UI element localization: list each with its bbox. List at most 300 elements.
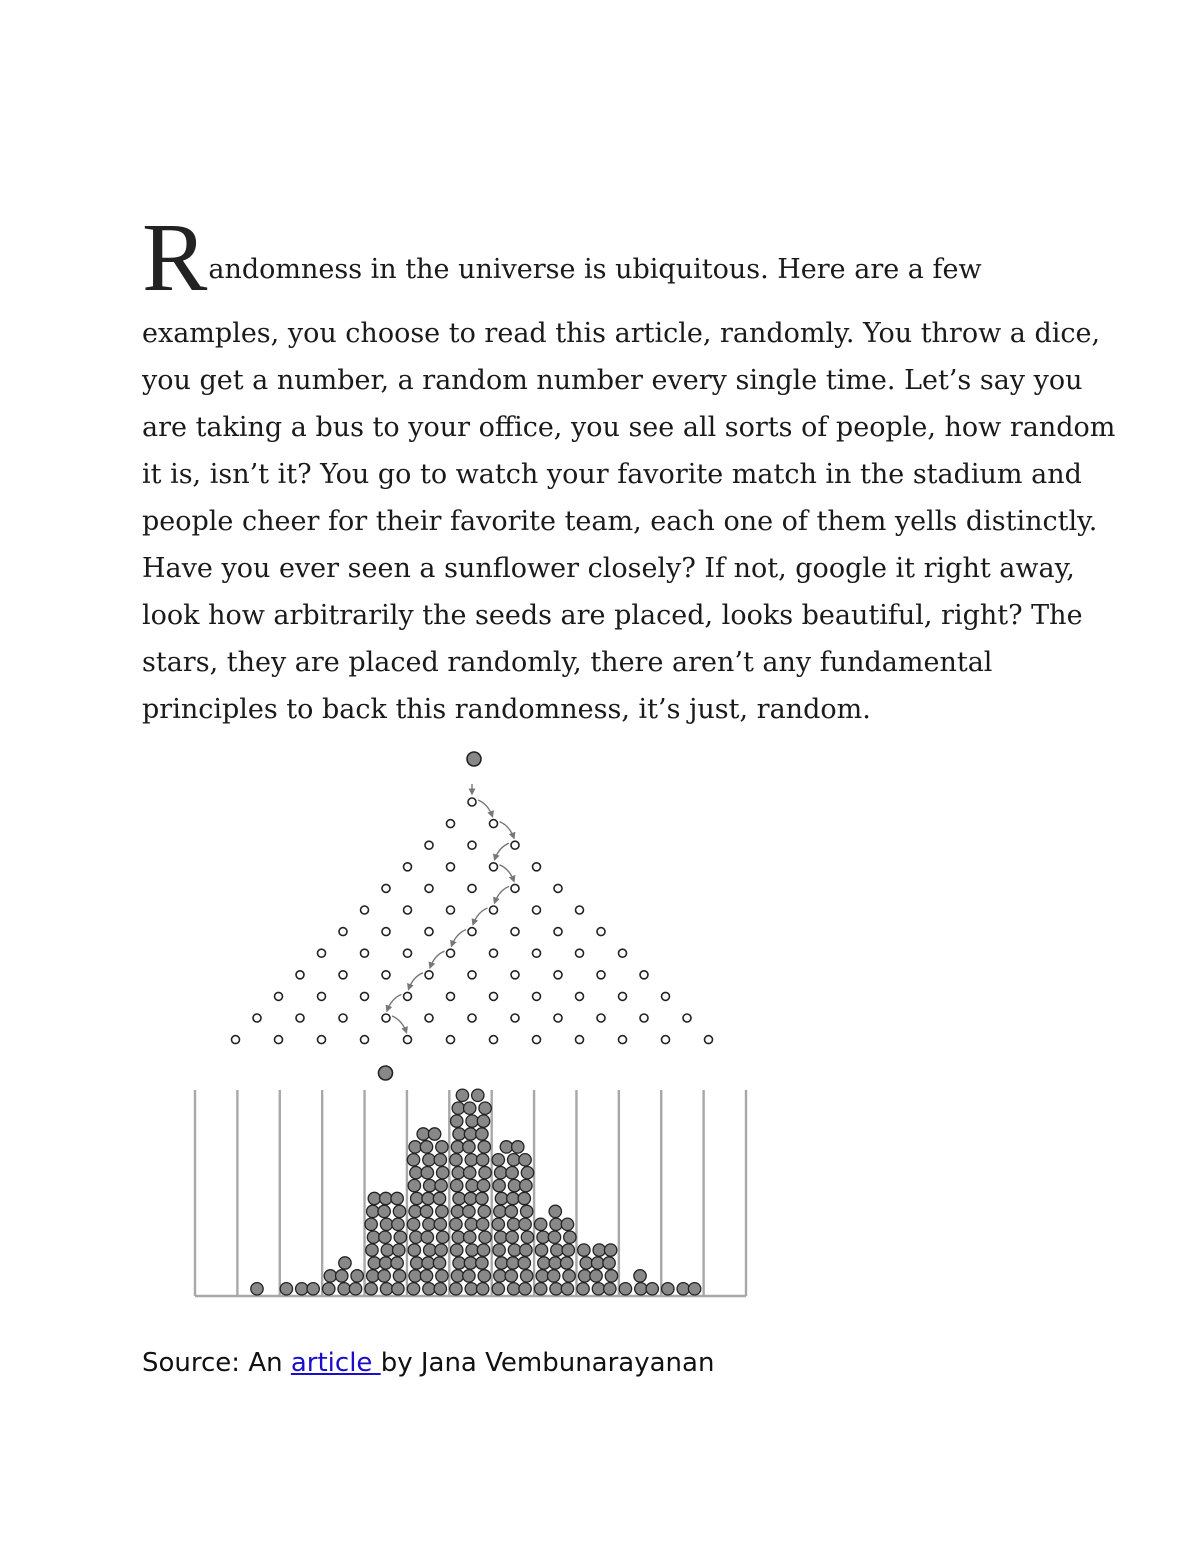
peg <box>533 906 541 914</box>
stacked-ball <box>463 1270 475 1282</box>
article-paragraph <box>142 202 1116 733</box>
stacked-ball <box>423 1283 435 1295</box>
stacked-ball <box>479 1102 491 1114</box>
peg <box>296 1014 304 1022</box>
stacked-ball <box>534 1218 546 1230</box>
stacked-ball <box>336 1270 348 1282</box>
stacked-ball <box>593 1244 605 1256</box>
stacked-ball <box>603 1257 615 1269</box>
stacked-ball <box>518 1192 530 1204</box>
peg <box>339 928 347 936</box>
stacked-ball <box>476 1128 488 1140</box>
stacked-ball <box>450 1218 462 1230</box>
stacked-ball <box>393 1270 405 1282</box>
stacked-ball <box>451 1141 463 1153</box>
stacked-ball <box>479 1167 491 1179</box>
stacked-ball <box>464 1102 476 1114</box>
stacked-ball <box>605 1270 617 1282</box>
stacked-ball <box>451 1205 463 1217</box>
peg <box>404 992 412 1000</box>
peg <box>468 971 476 979</box>
stacked-ball <box>520 1244 532 1256</box>
galton-board-illustration <box>190 745 760 1305</box>
stacked-ball <box>547 1270 559 1282</box>
stacked-ball <box>494 1205 506 1217</box>
stacked-ball <box>494 1167 506 1179</box>
peg <box>490 949 498 957</box>
stacked-ball <box>410 1231 422 1243</box>
stacked-ball <box>380 1192 392 1204</box>
stacked-ball <box>338 1283 350 1295</box>
peg <box>490 863 498 871</box>
stacked-ball <box>466 1179 478 1191</box>
path-arrow <box>409 973 424 990</box>
stacked-ball <box>538 1257 550 1269</box>
stacked-ball <box>407 1218 419 1230</box>
stacked-ball <box>421 1167 433 1179</box>
peg <box>339 1014 347 1022</box>
stacked-ball <box>493 1244 505 1256</box>
peg <box>447 1036 455 1044</box>
peg <box>619 949 627 957</box>
galton-board-figure <box>190 745 760 1305</box>
stacked-ball <box>477 1115 489 1127</box>
peg <box>597 1014 605 1022</box>
peg <box>554 884 562 892</box>
stacked-ball <box>381 1244 393 1256</box>
stacked-ball <box>422 1257 434 1269</box>
stacked-ball <box>391 1192 403 1204</box>
stacked-ball <box>506 1167 518 1179</box>
stacked-ball <box>351 1270 363 1282</box>
peg <box>447 992 455 1000</box>
stacked-ball <box>477 1179 489 1191</box>
peg <box>404 949 412 957</box>
peg <box>554 928 562 936</box>
stacked-ball <box>493 1179 505 1191</box>
stacked-ball <box>411 1257 423 1269</box>
source-suffix: by Jana Vembunarayanan <box>380 1348 715 1378</box>
stacked-ball <box>411 1192 423 1204</box>
peg <box>275 1036 283 1044</box>
peg <box>425 1014 433 1022</box>
stacked-ball <box>452 1231 464 1243</box>
stacked-ball <box>560 1257 572 1269</box>
stacked-ball <box>550 1283 562 1295</box>
stacked-ball <box>521 1167 533 1179</box>
ball-stacks <box>251 752 701 1295</box>
stacked-ball <box>392 1283 404 1295</box>
stacked-ball <box>578 1270 590 1282</box>
stacked-ball <box>452 1102 464 1114</box>
stacked-ball <box>549 1205 561 1217</box>
stacked-ball <box>563 1270 575 1282</box>
article-link[interactable]: article <box>290 1348 381 1378</box>
stacked-ball <box>437 1167 449 1179</box>
stacked-ball <box>422 1192 434 1204</box>
stacked-ball <box>436 1270 448 1282</box>
stacked-ball <box>677 1283 689 1295</box>
stacked-ball <box>368 1257 380 1269</box>
peg <box>490 820 498 828</box>
stacked-ball <box>507 1283 519 1295</box>
stacked-ball <box>420 1270 432 1282</box>
stacked-ball <box>519 1218 531 1230</box>
stacked-ball <box>465 1154 477 1166</box>
peg <box>404 906 412 914</box>
stacked-ball <box>323 1283 335 1295</box>
stacked-ball <box>434 1283 446 1295</box>
stacked-ball <box>367 1231 379 1243</box>
stacked-ball <box>435 1179 447 1191</box>
stacked-ball <box>520 1179 532 1191</box>
stacked-ball <box>536 1270 548 1282</box>
stacked-ball <box>451 1115 463 1127</box>
stacked-ball <box>433 1257 445 1269</box>
peg <box>425 971 433 979</box>
stacked-ball <box>424 1244 436 1256</box>
stacked-ball <box>634 1270 646 1282</box>
stacked-ball <box>428 1128 440 1140</box>
stacked-ball <box>508 1179 520 1191</box>
peg <box>640 1014 648 1022</box>
peg <box>361 992 369 1000</box>
stacked-ball <box>519 1154 531 1166</box>
peg <box>490 906 498 914</box>
stacked-ball <box>466 1244 478 1256</box>
stacked-ball <box>505 1270 517 1282</box>
stacked-ball <box>420 1205 432 1217</box>
paragraph-line: principles to back this randomness, it’s just, random. <box>142 694 871 725</box>
peg <box>662 1036 670 1044</box>
stacked-ball <box>592 1283 604 1295</box>
stacked-ball <box>296 1283 308 1295</box>
stacked-ball <box>436 1141 448 1153</box>
stacked-ball <box>456 1089 468 1101</box>
peg <box>361 949 369 957</box>
source-prefix: Source: An <box>142 1348 291 1378</box>
peg <box>683 1014 691 1022</box>
stacked-ball <box>339 1257 351 1269</box>
stacked-ball <box>520 1205 532 1217</box>
stacked-ball <box>604 1283 616 1295</box>
peg <box>576 949 584 957</box>
stacked-ball <box>520 1270 532 1282</box>
stacked-ball <box>476 1154 488 1166</box>
peg <box>511 841 519 849</box>
peg <box>361 906 369 914</box>
stacked-ball <box>549 1257 561 1269</box>
stacked-ball <box>409 1141 421 1153</box>
stacked-ball <box>464 1257 476 1269</box>
stacked-ball <box>450 1154 462 1166</box>
stacked-ball <box>507 1218 519 1230</box>
stacked-ball <box>407 1154 419 1166</box>
path-arrow <box>473 908 488 925</box>
stacked-ball <box>437 1231 449 1243</box>
stacked-ball <box>478 1205 490 1217</box>
path-arrow <box>495 886 510 903</box>
stacked-ball <box>409 1205 421 1217</box>
stacked-ball <box>578 1244 590 1256</box>
stacked-ball <box>451 1244 463 1256</box>
stacked-ball <box>434 1154 446 1166</box>
stacked-ball <box>420 1141 432 1153</box>
stacked-ball <box>433 1192 445 1204</box>
stacked-ball <box>380 1283 392 1295</box>
peg <box>447 863 455 871</box>
stacked-ball <box>507 1154 519 1166</box>
peg <box>447 949 455 957</box>
peg <box>232 1036 240 1044</box>
stacked-ball <box>365 1283 377 1295</box>
stacked-ball <box>635 1283 647 1295</box>
stacked-ball <box>688 1283 700 1295</box>
stacked-ball <box>434 1218 446 1230</box>
peg <box>576 1036 584 1044</box>
stacked-ball <box>452 1167 464 1179</box>
stacked-ball <box>472 1089 484 1101</box>
peg <box>361 1036 369 1044</box>
peg <box>662 992 670 1000</box>
stacked-ball <box>495 1257 507 1269</box>
peg-grid <box>232 798 713 1044</box>
peg <box>554 1014 562 1022</box>
peg <box>511 971 519 979</box>
stacked-ball <box>619 1283 631 1295</box>
stacked-ball <box>453 1128 465 1140</box>
paragraph-line: people cheer for their favorite team, each one of them yells distinctly. <box>142 506 1098 537</box>
peg <box>533 863 541 871</box>
peg <box>576 906 584 914</box>
stacked-ball <box>365 1218 377 1230</box>
stacked-ball <box>421 1231 433 1243</box>
peg <box>425 884 433 892</box>
path-arrow <box>495 843 510 860</box>
stacked-ball <box>324 1270 336 1282</box>
peg <box>640 971 648 979</box>
stacked-ball <box>465 1283 477 1295</box>
stacked-ball <box>465 1218 477 1230</box>
stacked-ball <box>494 1270 506 1282</box>
stacked-ball <box>479 1231 491 1243</box>
path-arrow <box>500 865 515 882</box>
stacked-ball <box>393 1205 405 1217</box>
stacked-ball <box>435 1244 447 1256</box>
peg <box>468 928 476 936</box>
peg <box>490 1036 498 1044</box>
stacked-ball <box>505 1205 517 1217</box>
peg <box>490 992 498 1000</box>
stacked-ball <box>379 1231 391 1243</box>
stacked-ball <box>646 1283 658 1295</box>
stacked-ball <box>500 1141 512 1153</box>
stacked-ball <box>580 1257 592 1269</box>
paragraph-line: examples, you choose to read this article, randomly. You throw a dice, <box>142 318 1101 349</box>
stacked-ball <box>662 1283 674 1295</box>
peg <box>468 798 476 806</box>
peg <box>404 863 412 871</box>
stacked-ball <box>550 1218 562 1230</box>
peg <box>468 841 476 849</box>
stacked-ball <box>391 1257 403 1269</box>
stacked-ball <box>407 1283 419 1295</box>
peg <box>533 949 541 957</box>
stacked-ball <box>451 1270 463 1282</box>
stacked-ball <box>463 1141 475 1153</box>
peg <box>533 1036 541 1044</box>
stacked-ball <box>507 1257 519 1269</box>
stacked-ball <box>450 1283 462 1295</box>
stacked-ball <box>519 1283 531 1295</box>
stacked-ball <box>424 1179 436 1191</box>
paragraph-line: Have you ever seen a sunflower closely? If not, google it right away, <box>142 553 1075 584</box>
stacked-ball <box>417 1128 429 1140</box>
stacked-ball <box>534 1283 546 1295</box>
stacked-ball <box>562 1244 574 1256</box>
peg <box>597 971 605 979</box>
stacked-ball <box>423 1154 435 1166</box>
stacked-ball <box>380 1218 392 1230</box>
peg <box>253 1014 261 1022</box>
paragraph-line: it is, isn’t it? You go to watch your favorite match in the stadium and <box>142 459 1082 490</box>
peg <box>468 1014 476 1022</box>
stacked-ball <box>478 1141 490 1153</box>
stacked-ball <box>508 1244 520 1256</box>
peg <box>447 906 455 914</box>
peg <box>318 1036 326 1044</box>
stacked-ball <box>518 1257 530 1269</box>
stacked-ball <box>392 1218 404 1230</box>
dropped-ball <box>379 1066 393 1080</box>
stacked-ball <box>495 1192 507 1204</box>
peg <box>425 841 433 849</box>
first-line-text: andomness in the universe is ubiquitous. Here are a few <box>208 254 982 285</box>
stacked-ball <box>577 1283 589 1295</box>
source-citation <box>142 1348 714 1378</box>
peg <box>296 971 304 979</box>
paragraph-line: are taking a bus to your office, you see all sorts of people, how random <box>142 412 1116 443</box>
falling-ball <box>467 752 481 766</box>
stacked-ball <box>591 1257 603 1269</box>
peg <box>511 928 519 936</box>
stacked-ball <box>349 1283 361 1295</box>
peg <box>425 928 433 936</box>
stacked-ball <box>476 1257 488 1269</box>
stacked-ball <box>451 1179 463 1191</box>
stacked-ball <box>561 1283 573 1295</box>
stacked-ball <box>423 1218 435 1230</box>
stacked-ball <box>368 1192 380 1204</box>
peg <box>382 928 390 936</box>
stacked-ball <box>604 1244 616 1256</box>
stacked-ball <box>378 1270 390 1282</box>
path-arrow <box>478 800 493 817</box>
first-line <box>142 202 1062 312</box>
peg <box>533 992 541 1000</box>
path-arrow <box>387 994 402 1011</box>
stacked-ball <box>507 1192 519 1204</box>
peg <box>576 992 584 1000</box>
stacked-ball <box>410 1167 422 1179</box>
stacked-ball <box>408 1244 420 1256</box>
stacked-ball <box>476 1218 488 1230</box>
stacked-ball <box>251 1283 263 1295</box>
paragraph-line: look how arbitrarily the seeds are placed, looks beautiful, right? The <box>142 600 1083 631</box>
peg <box>447 820 455 828</box>
stacked-ball <box>464 1192 476 1204</box>
peg <box>554 971 562 979</box>
stacked-ball <box>551 1244 563 1256</box>
peg <box>705 1036 713 1044</box>
stacked-ball <box>464 1231 476 1243</box>
path-arrow <box>452 930 467 947</box>
peg <box>468 884 476 892</box>
peg <box>404 1036 412 1044</box>
stacked-ball <box>537 1231 549 1243</box>
stacked-ball <box>512 1141 524 1153</box>
stacked-ball <box>436 1205 448 1217</box>
stacked-ball <box>492 1283 504 1295</box>
stacked-ball <box>477 1244 489 1256</box>
stacked-ball <box>393 1244 405 1256</box>
stacked-ball <box>464 1128 476 1140</box>
peg <box>619 992 627 1000</box>
stacked-ball <box>535 1244 547 1256</box>
path-arrow <box>500 822 515 839</box>
stacked-ball <box>367 1270 379 1282</box>
peg <box>597 928 605 936</box>
stacked-ball <box>394 1231 406 1243</box>
path-arrow <box>430 951 445 968</box>
peg <box>339 971 347 979</box>
stacked-ball <box>521 1231 533 1243</box>
peg <box>382 971 390 979</box>
peg <box>318 992 326 1000</box>
stacked-ball <box>476 1283 488 1295</box>
stacked-ball <box>367 1205 379 1217</box>
path-arrow <box>392 1016 407 1033</box>
drop-cap: R <box>142 204 208 312</box>
stacked-ball <box>590 1270 602 1282</box>
peg <box>382 884 390 892</box>
stacked-ball <box>476 1192 488 1204</box>
stacked-ball <box>492 1154 504 1166</box>
stacked-ball <box>478 1270 490 1282</box>
stacked-ball <box>564 1231 576 1243</box>
peg <box>275 992 283 1000</box>
stacked-ball <box>408 1179 420 1191</box>
stacked-ball <box>548 1231 560 1243</box>
peg <box>318 949 326 957</box>
stacked-ball <box>453 1192 465 1204</box>
paragraph-line: you get a number, a random number every single time. Let’s say you <box>142 365 1083 396</box>
peg <box>619 1036 627 1044</box>
stacked-ball <box>453 1257 465 1269</box>
stacked-ball <box>466 1115 478 1127</box>
peg <box>511 1014 519 1022</box>
stacked-ball <box>280 1283 292 1295</box>
stacked-ball <box>307 1283 319 1295</box>
paragraph-line: stars, they are placed randomly, there aren’t any fundamental <box>142 647 993 678</box>
peg <box>511 884 519 892</box>
stacked-ball <box>561 1218 573 1230</box>
stacked-ball <box>378 1205 390 1217</box>
stacked-ball <box>506 1231 518 1243</box>
stacked-ball <box>494 1231 506 1243</box>
stacked-ball <box>463 1205 475 1217</box>
stacked-ball <box>492 1218 504 1230</box>
